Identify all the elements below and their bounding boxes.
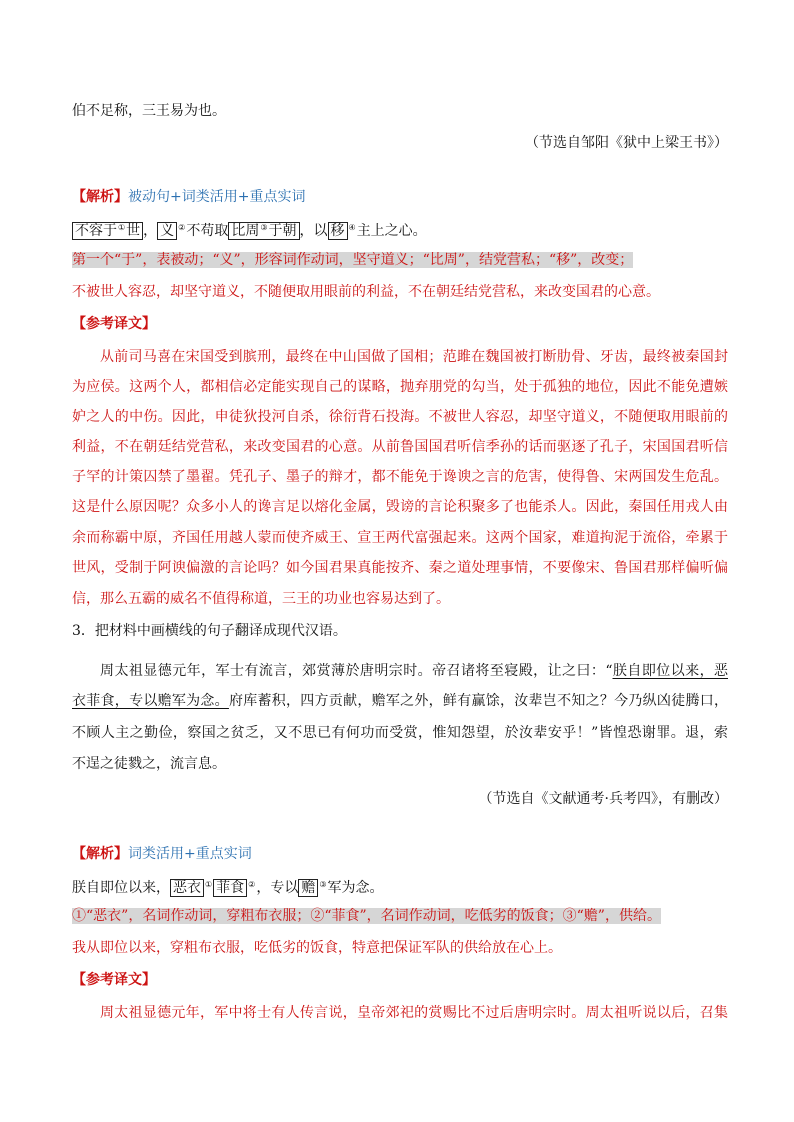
reference-line: 周太祖显德元年，军中将士有人传言说，皇帝郊祀的赏赐比不过后唐明宗时。周太祖听说以后，召集 bbox=[100, 1005, 728, 1021]
reference-line: 为应侯。这两个人，都相信必定能实现自己的谋略，抛弃朋党的勾当，处于孤独的地位，因此不能免遭嫉 bbox=[72, 379, 728, 395]
key-sentence: 不容于①世 ， 义 ②不苟取 比周③于朝 ，以 移 ④主上之心。 bbox=[72, 217, 728, 242]
reference-line: 从前司马喜在宋国受到膑刑，最终在中山国做了国相；范雎在魏国被打断肋骨、牙齿，最终被秦国封 bbox=[100, 349, 728, 365]
analysis-translation: 不被世人容忍，却坚守道义，不随便取用眼前的利益，不在朝廷结党营私，来改变国君的心意。 bbox=[72, 284, 660, 300]
analysis-label: 【解析】 bbox=[72, 189, 128, 205]
boxed-term: 赡 bbox=[298, 879, 318, 897]
analysis-header bbox=[72, 843, 728, 865]
question-title: 3．把材料中画横线的句子翻译成现代汉语。 bbox=[72, 623, 347, 639]
reference-line: 世风，受制于阿谀偏激的言论吗？如今国君果真能按齐、秦之道处理事情，不要像宋、鲁国君那样偏听偏 bbox=[72, 560, 728, 576]
analysis-header bbox=[72, 186, 728, 208]
underlined-sentence: 朕自即位以来，恶 bbox=[612, 663, 729, 679]
analysis-label: 【解析】 bbox=[72, 846, 128, 862]
text-line: 伯不足称，三王易为也。 bbox=[72, 103, 226, 119]
reference-label: 【参考译文】 bbox=[72, 316, 156, 332]
reference-line: 余而称霸中原，齐国任用越人蒙而使齐威王、宣王两代富强起来。这两个国家，难道拘泥于流俗，牵累于 bbox=[72, 530, 728, 546]
reference-line: 子罕的计策囚禁了墨翟。凭孔子、墨子的辩才，都不能免于谗谀之言的危害，使得鲁、宋两国发生危乱。 bbox=[72, 469, 728, 485]
analysis-explanation: 第一个“于”，表被动；“义”，形容词作动词，坚守道义；“比周”，结党营私；“移”，改变； bbox=[72, 252, 634, 268]
reference-line: 信，那么五霸的威名不值得称道，三王的功业也容易达到了。 bbox=[72, 591, 450, 607]
reference-line: 这是什么原因呢？众多小人的谗言足以熔化金属，毁谤的言论积聚多了也能杀人。因此，秦国任用戎人由 bbox=[72, 499, 728, 515]
passage-line: 不顾人主之勤俭，察国之贫乏，又不思已有何功而受赏，惟知怨望，於汝辈安乎！”皆惶恐谢罪。退，索 bbox=[72, 725, 728, 741]
analysis-translation: 我从即位以来，穿粗布衣服，吃低劣的饭食，特意把保证军队的供给放在心上。 bbox=[72, 940, 562, 956]
analysis-tags: 词类活用+重点实词 bbox=[128, 846, 252, 862]
analysis-tags: 被动句+词类活用+重点实词 bbox=[128, 189, 306, 205]
analysis-explanation: ①“恶衣”，名词作动词，穿粗布衣服；②“菲食”，名词作动词，吃低劣的饭食；③“赡”，供给。 bbox=[72, 908, 661, 924]
boxed-term: 移 bbox=[328, 222, 348, 240]
passage-line: 衣菲食，专以赡军为念。府库蓄积，四方贡献，赡军之外，鲜有赢馀，汝辈岂不知之？今乃纵凶徒腾口， bbox=[72, 693, 729, 709]
boxed-term: 比周③于朝 bbox=[228, 222, 299, 240]
boxed-term: 不容于①世 bbox=[72, 222, 143, 240]
key-sentence: 朕自即位以来， 恶衣 ① 菲食 ②，专以 赡 ③军为念。 bbox=[72, 880, 384, 896]
source-citation: （节选自邹阳《狱中上梁王书》） bbox=[525, 135, 728, 151]
boxed-term: 菲食 bbox=[213, 879, 247, 897]
reference-line: 利益，不在朝廷结党营私，来改变国君的心意。从前鲁国国君听信季孙的话而驱逐了孔子，宋国国君听信 bbox=[72, 439, 728, 455]
source-citation: （节选自《文献通考·兵考四》，有删改） bbox=[478, 791, 728, 807]
boxed-term: 恶衣 bbox=[170, 879, 204, 897]
passage-line: 周太祖显德元年，军士有流言，郊赏薄於唐明宗时。帝召诸将至寝殿，让之曰：“朕自即位以来，恶 bbox=[100, 663, 729, 679]
reference-line: 妒之人的中伤。因此，申徒狄投河自杀，徐衍背石投海。不被世人容忍，却坚守道义，不随便取用眼前的 bbox=[72, 409, 728, 425]
underlined-sentence: 衣菲食，专以赡军为念。 bbox=[72, 693, 229, 709]
boxed-term: 义 bbox=[157, 222, 177, 240]
reference-label: 【参考译文】 bbox=[72, 972, 156, 988]
passage-line: 不逞之徒戮之，流言息。 bbox=[72, 756, 226, 772]
